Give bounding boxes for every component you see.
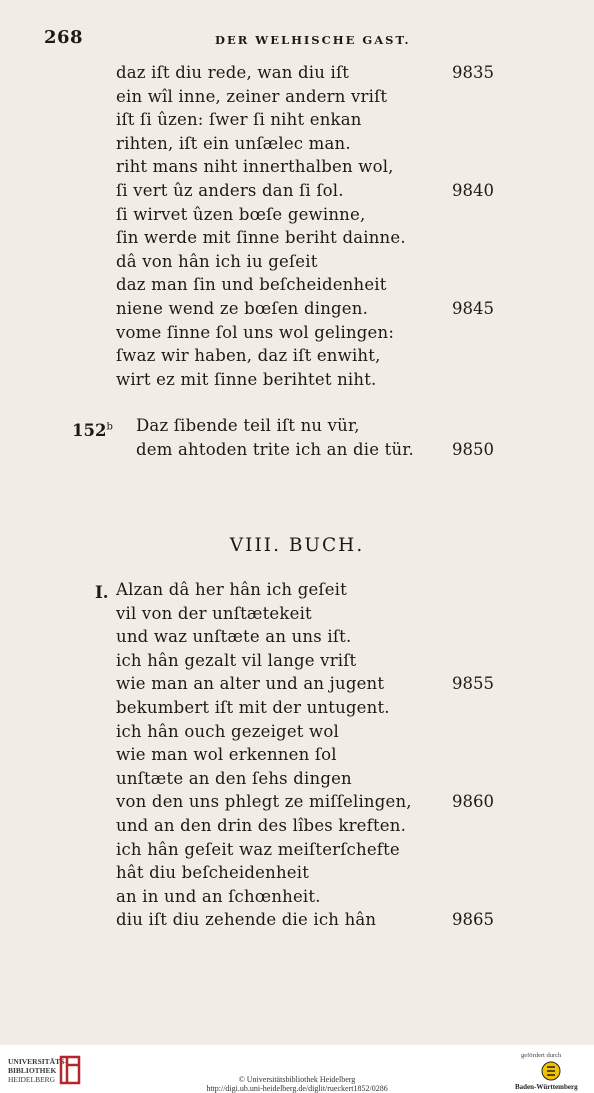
copyright-notice: © Universitätsbibliothek Heidelberg http://digi.ub.uni-heidelberg.de/diglit/rueckert1852/0286 — [0, 1075, 594, 1093]
library-name: UNIVERSITÄTS- BIBLIOTHEK HEIDELBERG — [8, 1057, 67, 1084]
sponsor-label: gefördert durch — [521, 1052, 562, 1059]
line-number: 9865 — [452, 910, 494, 930]
page-number: 268 — [44, 27, 84, 48]
line-number: 9835 — [452, 63, 494, 82]
verse-line: hât diu beſcheidenheit — [116, 863, 310, 883]
book-heading: VIII. BUCH. — [229, 535, 365, 556]
verse-line: riht mans niht innerthalben wol, — [116, 157, 394, 177]
verse-line: ich hân geſeit waz meiſterſchefte — [116, 839, 400, 859]
verse-line: unſtæte an den ſehs dingen — [116, 768, 352, 788]
verse-line: diu iſt diu zehende die ich hân — [116, 910, 377, 930]
verse-line: Daz ſibende teil iſt nu vür, — [136, 416, 360, 435]
line-number: 9860 — [452, 792, 494, 812]
verse-line: rihten, iſt ein unſælec man. — [116, 133, 351, 153]
verse-line: an in und an ſchœnheit. — [116, 886, 321, 906]
verse-line: ein wîl inne, zeiner andern vriſt — [116, 86, 388, 106]
sponsor-name: Baden-Württemberg — [515, 1083, 578, 1091]
verse-line: von den uns phlegt ze miſſelingen, — [116, 792, 412, 812]
verse-line: vome ſinne ſol uns wol gelingen: — [116, 322, 395, 342]
verse-line: vil von der unſtætekeit — [116, 603, 312, 623]
verse-line: ſin werde mit ſinne beriht dainne. — [116, 228, 406, 248]
verse-line: ſi wirvet ûzen bœſe gewinne, — [116, 204, 366, 224]
line-number: 9845 — [452, 299, 494, 318]
verse-line: ſi vert ûz anders dan ſi ſol. — [116, 181, 344, 200]
verse-line: Alzan dâ her hân ich geſeit — [116, 580, 347, 599]
verse-line: bekumbert iſt mit der untugent. — [116, 698, 390, 717]
verse-line: ſwaz wir haben, daz iſt enwiht, — [116, 346, 381, 366]
verse-line: und waz unſtæte an uns iſt. — [116, 627, 352, 647]
source-url-link[interactable]: http://digi.ub.uni-heidelberg.de/diglit/rueckert1852/0286 — [206, 1084, 388, 1093]
verse-line: wirt ez mit ſinne berihtet niht. — [116, 369, 377, 389]
verse-line: dem ahtoden trite ich an die tür. — [136, 439, 415, 459]
verse-line: ich hân ouch gezeiget wol — [116, 721, 339, 741]
section-marker: I. — [95, 583, 109, 602]
verse-line: ich hân gezalt vil lange vriſt — [116, 650, 357, 670]
line-number: 9850 — [452, 439, 494, 459]
verse-line: und an den drin des lîbes kreften. — [116, 816, 407, 835]
verse-line: daz iſt diu rede, wan diu iſt — [116, 63, 350, 82]
running-title: DER WELHISCHE GAST. — [215, 33, 411, 47]
verse-line: daz man ſin und beſcheidenheit — [116, 275, 387, 295]
verse-line: dâ von hân ich iu geſeit — [116, 251, 318, 271]
verse-line: wie man wol erkennen ſol — [116, 745, 337, 765]
verse-line: wie man an alter und an jugent — [116, 674, 385, 694]
line-number: 9840 — [452, 181, 494, 200]
line-number: 9855 — [452, 674, 494, 694]
verse-line: niene wend ze bœſen dingen. — [116, 299, 369, 318]
verse-line: iſt ſi ûzen: ſwer ſi niht enkan — [116, 110, 362, 130]
margin-reference-152b: 152$^b$ — [72, 421, 113, 440]
